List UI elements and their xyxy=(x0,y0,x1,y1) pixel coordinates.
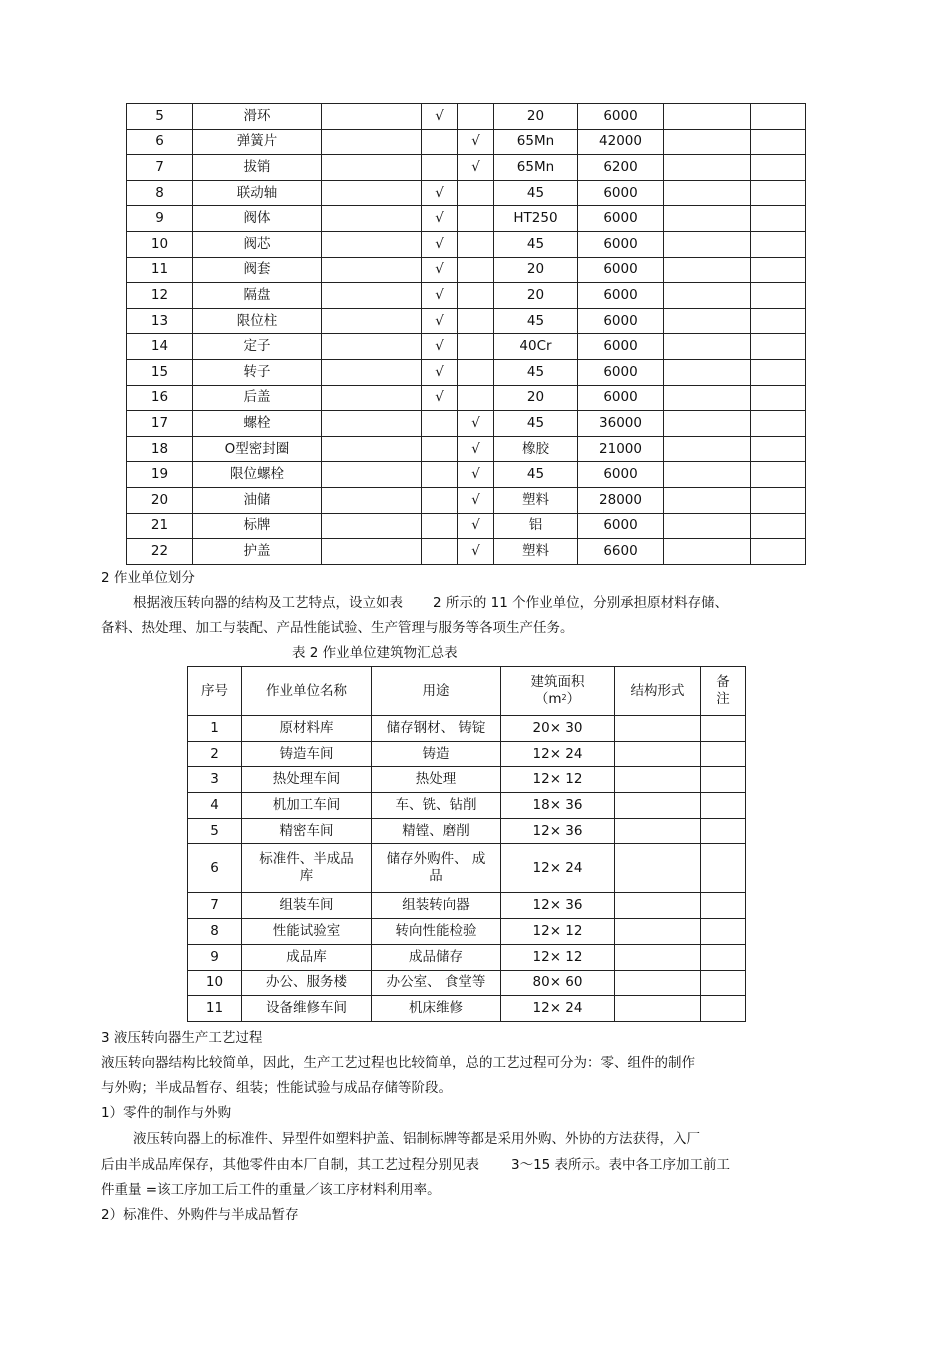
parts-cell-c9 xyxy=(751,104,806,130)
parts-cell-c3 xyxy=(322,334,422,360)
parts-cell-qty: 6000 xyxy=(578,308,664,334)
parts-cell-c5: √ xyxy=(458,487,494,513)
units-cell-name: 办公、服务楼 xyxy=(242,970,372,996)
header-structure: 结构形式 xyxy=(615,667,701,716)
units-table-row xyxy=(188,818,746,844)
table2-caption: 表 2 作业单位建筑物汇总表 xyxy=(292,645,458,661)
parts-table-row xyxy=(127,513,806,539)
parts-cell-qty: 28000 xyxy=(578,487,664,513)
parts-cell-no: 21 xyxy=(127,513,193,539)
parts-cell-c4 xyxy=(422,411,458,437)
parts-cell-name: 联动轴 xyxy=(193,180,322,206)
units-table-row xyxy=(188,741,746,767)
parts-cell-material: 橡胶 xyxy=(494,436,578,462)
units-cell-no: 6 xyxy=(188,844,242,893)
units-table xyxy=(187,666,746,1022)
parts-cell-material: HT250 xyxy=(494,206,578,232)
parts-cell-c9 xyxy=(751,436,806,462)
parts-cell-c9 xyxy=(751,359,806,385)
parts-cell-c3 xyxy=(322,539,422,565)
parts-cell-c8 xyxy=(664,487,751,513)
section3-paragraph1-line1: 液压转向器结构比较简单，因此，生产工艺过程也比较简单，总的工艺过程可分为：零、组件的制作 xyxy=(101,1055,695,1071)
parts-cell-no: 16 xyxy=(127,385,193,411)
parts-cell-c5: √ xyxy=(458,513,494,539)
units-cell-use: 热处理 xyxy=(372,767,501,793)
parts-cell-name: 标牌 xyxy=(193,513,322,539)
parts-cell-name: 阀芯 xyxy=(193,231,322,257)
parts-cell-no: 11 xyxy=(127,257,193,283)
header-area-line2 xyxy=(501,691,614,708)
parts-cell-no: 7 xyxy=(127,155,193,181)
header-name: 作业单位名称 xyxy=(242,667,372,716)
units-cell-no: 5 xyxy=(188,818,242,844)
units-cell-structure xyxy=(615,996,701,1022)
units-cell-use: 储存钢材、 铸锭 xyxy=(372,716,501,742)
units-cell-area: 12× 24 xyxy=(501,996,615,1022)
section3-paragraph2-part-a: 后由半成品库保存，其他零件由本厂自制，其工艺过程分别见表 xyxy=(101,1157,479,1173)
units-cell-no: 3 xyxy=(188,767,242,793)
parts-cell-c5 xyxy=(458,257,494,283)
parts-cell-c4: √ xyxy=(422,231,458,257)
parts-cell-c5: √ xyxy=(458,129,494,155)
units-cell-name: 成品库 xyxy=(242,944,372,970)
parts-cell-c5: √ xyxy=(458,411,494,437)
parts-cell-c5: √ xyxy=(458,539,494,565)
parts-cell-c4 xyxy=(422,129,458,155)
units-table-row xyxy=(188,919,746,945)
units-cell-no: 4 xyxy=(188,793,242,819)
parts-cell-c5: √ xyxy=(458,155,494,181)
units-cell-use: 组装转向器 xyxy=(372,893,501,919)
parts-cell-qty: 6000 xyxy=(578,231,664,257)
units-cell-use: 机床维修 xyxy=(372,996,501,1022)
parts-cell-no: 9 xyxy=(127,206,193,232)
units-cell-remark xyxy=(701,919,746,945)
parts-cell-name: 螺栓 xyxy=(193,411,322,437)
parts-cell-qty: 6000 xyxy=(578,334,664,360)
units-cell-no: 7 xyxy=(188,893,242,919)
units-cell-no: 8 xyxy=(188,919,242,945)
units-cell-no: 10 xyxy=(188,970,242,996)
parts-cell-c4 xyxy=(422,539,458,565)
header-area-line1: 建筑面积 xyxy=(530,674,585,690)
parts-cell-c4: √ xyxy=(422,257,458,283)
parts-cell-qty: 6000 xyxy=(578,257,664,283)
parts-cell-c9 xyxy=(751,231,806,257)
units-cell-name: 性能试验室 xyxy=(242,919,372,945)
parts-cell-c8 xyxy=(664,411,751,437)
units-cell-area: 12× 24 xyxy=(501,844,615,893)
parts-cell-c4 xyxy=(422,155,458,181)
parts-cell-c3 xyxy=(322,283,422,309)
units-cell-name: 铸造车间 xyxy=(242,741,372,767)
parts-cell-material: 45 xyxy=(494,462,578,488)
parts-cell-c8 xyxy=(664,334,751,360)
units-cell-name: 机加工车间 xyxy=(242,793,372,819)
subheading-2: 2）标准件、外购件与半成品暂存 xyxy=(101,1207,299,1223)
header-use: 用途 xyxy=(372,667,501,716)
parts-cell-c3 xyxy=(322,180,422,206)
parts-cell-c9 xyxy=(751,308,806,334)
units-table-row xyxy=(188,970,746,996)
units-cell-structure xyxy=(615,818,701,844)
parts-cell-name: 定子 xyxy=(193,334,322,360)
section3-heading: 3 液压转向器生产工艺过程 xyxy=(101,1030,263,1046)
units-cell-remark xyxy=(701,818,746,844)
parts-cell-c5 xyxy=(458,206,494,232)
parts-cell-qty: 6000 xyxy=(578,513,664,539)
parts-cell-qty: 36000 xyxy=(578,411,664,437)
parts-cell-no: 12 xyxy=(127,283,193,309)
units-cell-area: 18× 36 xyxy=(501,793,615,819)
parts-cell-c8 xyxy=(664,359,751,385)
units-cell-use xyxy=(372,844,501,893)
units-cell-name-line1: 标准件、半成品 xyxy=(259,851,354,868)
parts-cell-no: 10 xyxy=(127,231,193,257)
parts-cell-c3 xyxy=(322,104,422,130)
parts-cell-name: 隔盘 xyxy=(193,283,322,309)
parts-cell-c4: √ xyxy=(422,180,458,206)
units-cell-use: 精镗、磨削 xyxy=(372,818,501,844)
parts-cell-c8 xyxy=(664,308,751,334)
header-remark xyxy=(701,667,746,716)
units-table-body xyxy=(188,667,746,1022)
units-cell-structure xyxy=(615,741,701,767)
parts-cell-c5 xyxy=(458,231,494,257)
parts-cell-c3 xyxy=(322,411,422,437)
parts-cell-material: 20 xyxy=(494,104,578,130)
section2-paragraph-line2: 备料、热处理、加工与装配、产品性能试验、生产管理与服务等各项生产任务。 xyxy=(101,620,574,636)
units-cell-structure xyxy=(615,919,701,945)
parts-cell-name: 限位柱 xyxy=(193,308,322,334)
parts-cell-c5 xyxy=(458,104,494,130)
parts-cell-c5 xyxy=(458,283,494,309)
subheading-1: 1）零件的制作与外购 xyxy=(101,1105,232,1121)
header-area-unit-close: ） xyxy=(566,691,581,707)
units-table-row xyxy=(188,893,746,919)
parts-cell-c9 xyxy=(751,411,806,437)
parts-cell-material: 65Mn xyxy=(494,129,578,155)
units-cell-name: 原材料库 xyxy=(242,716,372,742)
units-cell-name: 组装车间 xyxy=(242,893,372,919)
parts-cell-c5 xyxy=(458,334,494,360)
parts-cell-qty: 6000 xyxy=(578,385,664,411)
parts-cell-c8 xyxy=(664,155,751,181)
units-cell-structure xyxy=(615,793,701,819)
units-cell-name: 精密车间 xyxy=(242,818,372,844)
units-cell-name xyxy=(242,844,372,893)
parts-cell-no: 6 xyxy=(127,129,193,155)
parts-cell-material: 塑料 xyxy=(494,539,578,565)
parts-cell-c5 xyxy=(458,308,494,334)
section2-paragraph-line1 xyxy=(133,593,728,613)
parts-cell-c3 xyxy=(322,436,422,462)
parts-cell-no: 15 xyxy=(127,359,193,385)
section3-paragraph2-part-b: 3～15 表所示。表中各工序加工前工 xyxy=(511,1157,731,1173)
parts-cell-name: 阀体 xyxy=(193,206,322,232)
parts-cell-material: 塑料 xyxy=(494,487,578,513)
units-cell-structure xyxy=(615,893,701,919)
parts-cell-c8 xyxy=(664,539,751,565)
parts-table-row xyxy=(127,206,806,232)
parts-cell-material: 40Cr xyxy=(494,334,578,360)
parts-table-row xyxy=(127,283,806,309)
parts-cell-name: 拔销 xyxy=(193,155,322,181)
parts-cell-material: 20 xyxy=(494,257,578,283)
parts-cell-c5: √ xyxy=(458,462,494,488)
parts-cell-c3 xyxy=(322,206,422,232)
parts-table xyxy=(126,103,806,565)
parts-cell-c3 xyxy=(322,129,422,155)
parts-table-body xyxy=(127,104,806,565)
parts-cell-qty: 6000 xyxy=(578,462,664,488)
units-table-row xyxy=(188,767,746,793)
section3-paragraph2-line1: 液压转向器上的标准件、异型件如塑料护盖、铝制标牌等都是采用外购、外协的方法获得，入厂 xyxy=(133,1131,700,1147)
parts-cell-c9 xyxy=(751,206,806,232)
parts-cell-c8 xyxy=(664,129,751,155)
parts-cell-c4: √ xyxy=(422,334,458,360)
units-cell-use-line1: 储存外购件、 成 xyxy=(386,851,486,868)
parts-cell-c9 xyxy=(751,539,806,565)
parts-cell-name: 后盖 xyxy=(193,385,322,411)
section3-paragraph1-line2: 与外购；半成品暂存、组装；性能试验与成品存储等阶段。 xyxy=(101,1080,452,1096)
parts-table-row xyxy=(127,487,806,513)
parts-cell-name: 弹簧片 xyxy=(193,129,322,155)
parts-table-row xyxy=(127,539,806,565)
parts-cell-c9 xyxy=(751,513,806,539)
units-cell-use: 成品储存 xyxy=(372,944,501,970)
units-cell-remark xyxy=(701,970,746,996)
parts-cell-name: 滑环 xyxy=(193,104,322,130)
parts-cell-c8 xyxy=(664,462,751,488)
parts-cell-c4 xyxy=(422,462,458,488)
parts-cell-c8 xyxy=(664,513,751,539)
units-cell-remark xyxy=(701,893,746,919)
units-cell-structure xyxy=(615,716,701,742)
parts-cell-material: 45 xyxy=(494,180,578,206)
parts-cell-material: 65Mn xyxy=(494,155,578,181)
parts-table-row xyxy=(127,462,806,488)
units-cell-structure xyxy=(615,944,701,970)
parts-cell-c4: √ xyxy=(422,283,458,309)
units-cell-area: 12× 36 xyxy=(501,893,615,919)
parts-cell-material: 45 xyxy=(494,411,578,437)
parts-cell-qty: 21000 xyxy=(578,436,664,462)
header-area xyxy=(501,667,615,716)
header-area-unit-sup: 2 xyxy=(561,693,567,702)
parts-cell-no: 20 xyxy=(127,487,193,513)
parts-cell-c3 xyxy=(322,462,422,488)
units-table-row xyxy=(188,996,746,1022)
parts-cell-name: 护盖 xyxy=(193,539,322,565)
units-table-header xyxy=(188,667,746,716)
parts-cell-c8 xyxy=(664,283,751,309)
parts-cell-c3 xyxy=(322,231,422,257)
parts-cell-material: 铝 xyxy=(494,513,578,539)
parts-table-row xyxy=(127,104,806,130)
units-cell-name: 设备维修车间 xyxy=(242,996,372,1022)
parts-cell-name: 阀套 xyxy=(193,257,322,283)
units-cell-area: 12× 12 xyxy=(501,919,615,945)
parts-table-row xyxy=(127,155,806,181)
parts-cell-c4: √ xyxy=(422,308,458,334)
parts-cell-c9 xyxy=(751,385,806,411)
units-cell-remark xyxy=(701,741,746,767)
parts-table-row xyxy=(127,385,806,411)
units-cell-use-line2: 品 xyxy=(429,868,443,885)
parts-cell-c3 xyxy=(322,155,422,181)
units-cell-use: 铸造 xyxy=(372,741,501,767)
parts-cell-c8 xyxy=(664,257,751,283)
parts-cell-qty: 6000 xyxy=(578,206,664,232)
parts-cell-c4: √ xyxy=(422,104,458,130)
units-cell-area: 80× 60 xyxy=(501,970,615,996)
parts-cell-no: 14 xyxy=(127,334,193,360)
parts-cell-c3 xyxy=(322,487,422,513)
units-cell-no: 9 xyxy=(188,944,242,970)
parts-cell-no: 5 xyxy=(127,104,193,130)
units-cell-use: 办公室、 食堂等 xyxy=(372,970,501,996)
units-table-row xyxy=(188,793,746,819)
units-table-row xyxy=(188,944,746,970)
parts-table-row xyxy=(127,180,806,206)
parts-cell-c9 xyxy=(751,334,806,360)
parts-cell-c8 xyxy=(664,436,751,462)
parts-cell-material: 20 xyxy=(494,283,578,309)
parts-cell-c4: √ xyxy=(422,359,458,385)
parts-cell-c8 xyxy=(664,206,751,232)
parts-cell-c3 xyxy=(322,385,422,411)
parts-cell-c8 xyxy=(664,104,751,130)
parts-cell-c3 xyxy=(322,257,422,283)
parts-cell-qty: 6000 xyxy=(578,283,664,309)
units-table-row xyxy=(188,716,746,742)
parts-cell-no: 8 xyxy=(127,180,193,206)
parts-cell-c9 xyxy=(751,257,806,283)
units-cell-remark xyxy=(701,944,746,970)
parts-cell-c4 xyxy=(422,487,458,513)
parts-cell-material: 20 xyxy=(494,385,578,411)
parts-cell-no: 17 xyxy=(127,411,193,437)
parts-table-row xyxy=(127,334,806,360)
units-table-row xyxy=(188,844,746,893)
parts-cell-c5 xyxy=(458,359,494,385)
units-cell-remark xyxy=(701,767,746,793)
parts-cell-name: 油储 xyxy=(193,487,322,513)
section2-paragraph-part-a: 根据液压转向器的结构及工艺特点，设立如表 xyxy=(133,595,403,611)
units-cell-remark xyxy=(701,996,746,1022)
section2-paragraph-part-b: 2 所示的 11 个作业单位，分别承担原材料存储、 xyxy=(433,595,729,611)
parts-table-row xyxy=(127,129,806,155)
units-cell-structure xyxy=(615,844,701,893)
header-remark-line2: 注 xyxy=(716,691,730,707)
parts-cell-c8 xyxy=(664,231,751,257)
parts-cell-c4: √ xyxy=(422,206,458,232)
parts-cell-no: 18 xyxy=(127,436,193,462)
parts-cell-name: O型密封圈 xyxy=(193,436,322,462)
units-cell-no: 1 xyxy=(188,716,242,742)
parts-cell-c5: √ xyxy=(458,436,494,462)
parts-cell-c9 xyxy=(751,283,806,309)
units-cell-name: 热处理车间 xyxy=(242,767,372,793)
units-cell-use: 车、铣、钻削 xyxy=(372,793,501,819)
parts-cell-material: 45 xyxy=(494,231,578,257)
parts-cell-no: 13 xyxy=(127,308,193,334)
parts-cell-c4: √ xyxy=(422,385,458,411)
parts-cell-c9 xyxy=(751,487,806,513)
section2-heading: 2 作业单位划分 xyxy=(101,570,195,586)
parts-cell-name: 限位螺栓 xyxy=(193,462,322,488)
parts-cell-name: 转子 xyxy=(193,359,322,385)
parts-cell-c5 xyxy=(458,180,494,206)
units-cell-no: 2 xyxy=(188,741,242,767)
parts-cell-c4 xyxy=(422,513,458,539)
parts-cell-no: 22 xyxy=(127,539,193,565)
header-area-unit-open: （m xyxy=(534,691,562,707)
parts-table-row xyxy=(127,359,806,385)
units-cell-structure xyxy=(615,970,701,996)
parts-cell-qty: 42000 xyxy=(578,129,664,155)
units-cell-remark xyxy=(701,716,746,742)
parts-table-row xyxy=(127,257,806,283)
parts-cell-c5 xyxy=(458,385,494,411)
parts-cell-c4 xyxy=(422,436,458,462)
parts-cell-qty: 6600 xyxy=(578,539,664,565)
parts-table-row xyxy=(127,436,806,462)
parts-table-row xyxy=(127,231,806,257)
units-cell-use: 转向性能检验 xyxy=(372,919,501,945)
units-cell-area: 20× 30 xyxy=(501,716,615,742)
units-cell-area: 12× 12 xyxy=(501,767,615,793)
parts-cell-c3 xyxy=(322,308,422,334)
parts-cell-c8 xyxy=(664,385,751,411)
parts-cell-material: 45 xyxy=(494,308,578,334)
parts-table-row xyxy=(127,308,806,334)
parts-cell-material: 45 xyxy=(494,359,578,385)
parts-cell-no: 19 xyxy=(127,462,193,488)
parts-cell-c3 xyxy=(322,359,422,385)
parts-cell-c8 xyxy=(664,180,751,206)
units-cell-remark xyxy=(701,793,746,819)
units-cell-area: 12× 36 xyxy=(501,818,615,844)
units-cell-structure xyxy=(615,767,701,793)
header-no: 序号 xyxy=(188,667,242,716)
units-cell-area: 12× 12 xyxy=(501,944,615,970)
section3-paragraph2-line3: 件重量 =该工序加工后工件的重量／该工序材料利用率。 xyxy=(101,1182,441,1198)
parts-cell-qty: 6000 xyxy=(578,359,664,385)
parts-cell-c9 xyxy=(751,462,806,488)
parts-cell-qty: 6000 xyxy=(578,180,664,206)
parts-cell-c9 xyxy=(751,129,806,155)
units-cell-no: 11 xyxy=(188,996,242,1022)
units-cell-remark xyxy=(701,844,746,893)
parts-cell-c9 xyxy=(751,180,806,206)
units-cell-area: 12× 24 xyxy=(501,741,615,767)
units-cell-name-line2: 库 xyxy=(299,868,314,885)
header-remark-line1: 备 xyxy=(716,674,730,690)
parts-cell-c9 xyxy=(751,155,806,181)
parts-cell-qty: 6200 xyxy=(578,155,664,181)
parts-table-row xyxy=(127,411,806,437)
parts-cell-c3 xyxy=(322,513,422,539)
section3-paragraph2-line2 xyxy=(101,1155,730,1175)
parts-cell-qty: 6000 xyxy=(578,104,664,130)
